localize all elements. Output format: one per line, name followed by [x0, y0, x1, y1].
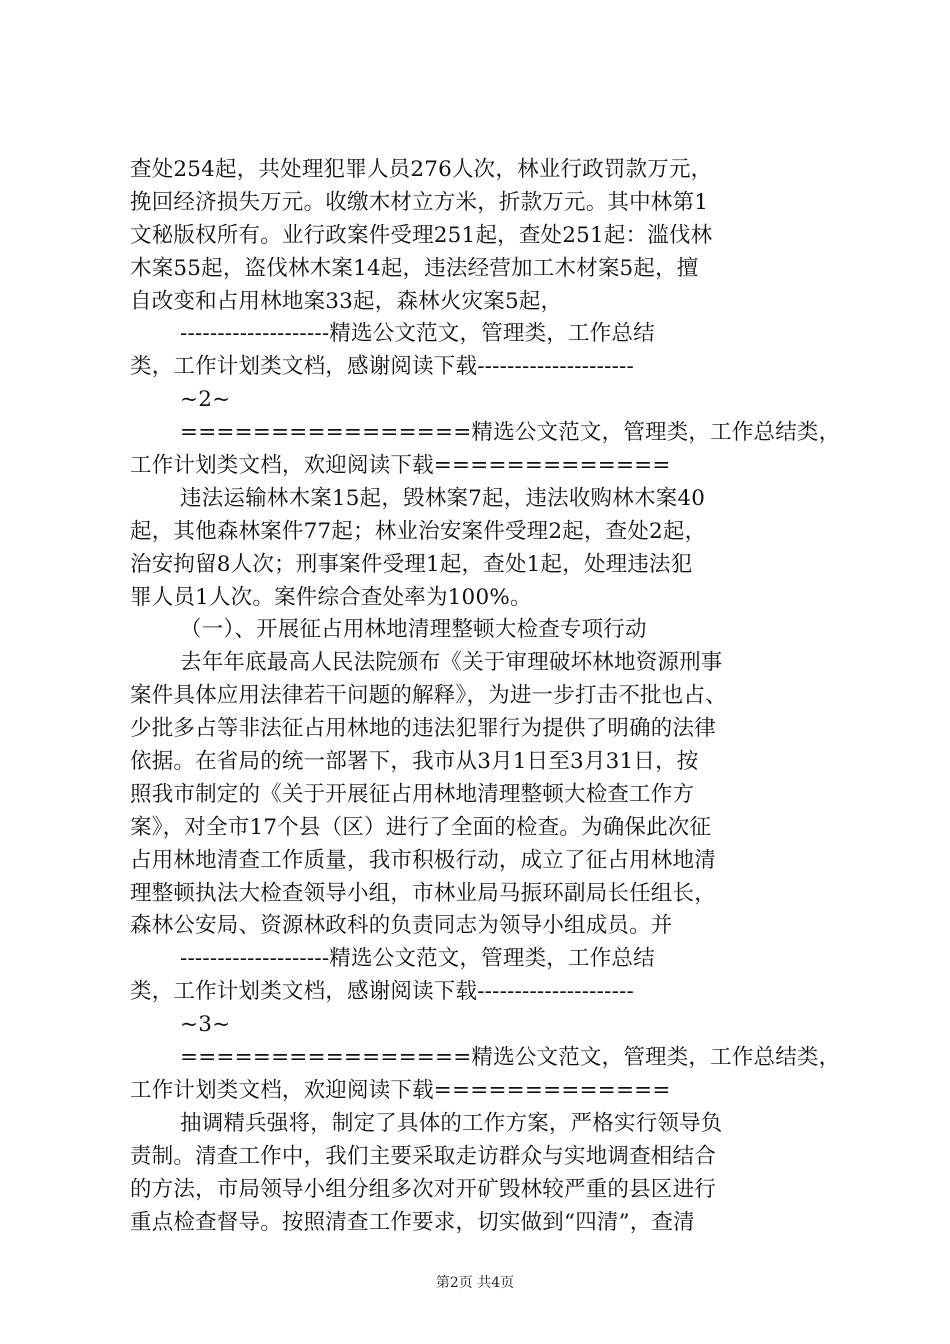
- text-line: 案件具体应用法律若干问题的解释》，为进一步打击不批也占、: [130, 683, 727, 709]
- text-line: 挽回经济损失万元。收缴木材立方米，折款万元。其中林第1: [130, 189, 709, 215]
- text-line: 森林公安局、资源林政科的负责同志为领导小组成员。并: [130, 913, 673, 939]
- text-line: 理整顿执法大检查领导小组，市林业局马振环副局长任组长，: [130, 880, 716, 906]
- text-line: 罪人员1人次。案件综合查处率为100%。: [130, 584, 532, 610]
- text-line: 自改变和占用林地案33起，森林火灾案5起，: [130, 288, 563, 314]
- text-line: 抽调精兵强将，制定了具体的工作方案，严格实行领导负: [180, 1110, 723, 1136]
- separator-line: 工作计划类文档，欢迎阅读下载=============: [130, 453, 671, 479]
- page-number-marker: ~3~: [180, 1012, 231, 1038]
- text-line: 案》，对全市17个县（区）进行了全面的检查。为确保此次征: [130, 814, 712, 840]
- page-footer: 第2页 共4页: [435, 1275, 515, 1291]
- document-body: [130, 154, 841, 1239]
- separator-line: --------------------精选公文范文，管理类，工作总结: [180, 946, 655, 972]
- text-line: 责制。清查工作中，我们主要采取走访群众与实地调查相结合: [130, 1143, 716, 1169]
- separator-line: 类，工作计划类文档，感谢阅读下载---------------------: [130, 979, 634, 1005]
- separator-line: 工作计划类文档，欢迎阅读下载=============: [130, 1077, 671, 1103]
- section-heading: （一）、开展征占用林地清理整顿大检查专项行动: [180, 617, 647, 643]
- text-line: 去年年底最高人民法院颁布《关于审理破坏林地资源刑事: [180, 650, 723, 676]
- text-line: 查处254起，共处理犯罪人员276人次，林业行政罚款万元，: [130, 157, 713, 182]
- text-line: 少批多占等非法征占用林地的违法犯罪行为提供了明确的法律: [130, 716, 716, 742]
- text-line: 治安拘留8人次；刑事案件受理1起，查处1起，处理违法犯: [130, 551, 693, 577]
- text-line: 木案55起，盗伐林木案14起，违法经营加工木材案5起，擅: [130, 255, 699, 281]
- text-line: 重点检查督导。按照清查工作要求，切实做到“四清”，查清: [130, 1209, 695, 1235]
- separator-line: 类，工作计划类文档，感谢阅读下载---------------------: [130, 354, 634, 380]
- text-line: 依据。在省局的统一部署下，我市从3月1日至3月31日，按: [130, 749, 699, 775]
- separator-line: ================精选公文范文，管理类，工作总结类，: [180, 420, 841, 446]
- text-line: 的方法，市局领导小组分组多次对开矿毁林较严重的县区进行: [130, 1176, 716, 1202]
- text-line: 违法运输林木案15起，毁林案7起，违法收购林木案40: [180, 485, 706, 511]
- page-number-marker: ~2~: [180, 387, 231, 413]
- separator-line: --------------------精选公文范文，管理类，工作总结: [180, 321, 655, 347]
- text-line: 占用林地清查工作质量，我市积极行动，成立了征占用林地清: [130, 847, 716, 873]
- text-line: 起，其他森林案件77起；林业治安案件受理2起，查处2起，: [130, 518, 707, 544]
- text-line: 照我市制定的《关于开展征占用林地清理整顿大检查工作方: [130, 781, 695, 807]
- separator-line: ================精选公文范文，管理类，工作总结类，: [180, 1045, 841, 1071]
- text-line: 文秘版权所有。业行政案件受理251起，查处251起：滥伐林: [130, 222, 713, 248]
